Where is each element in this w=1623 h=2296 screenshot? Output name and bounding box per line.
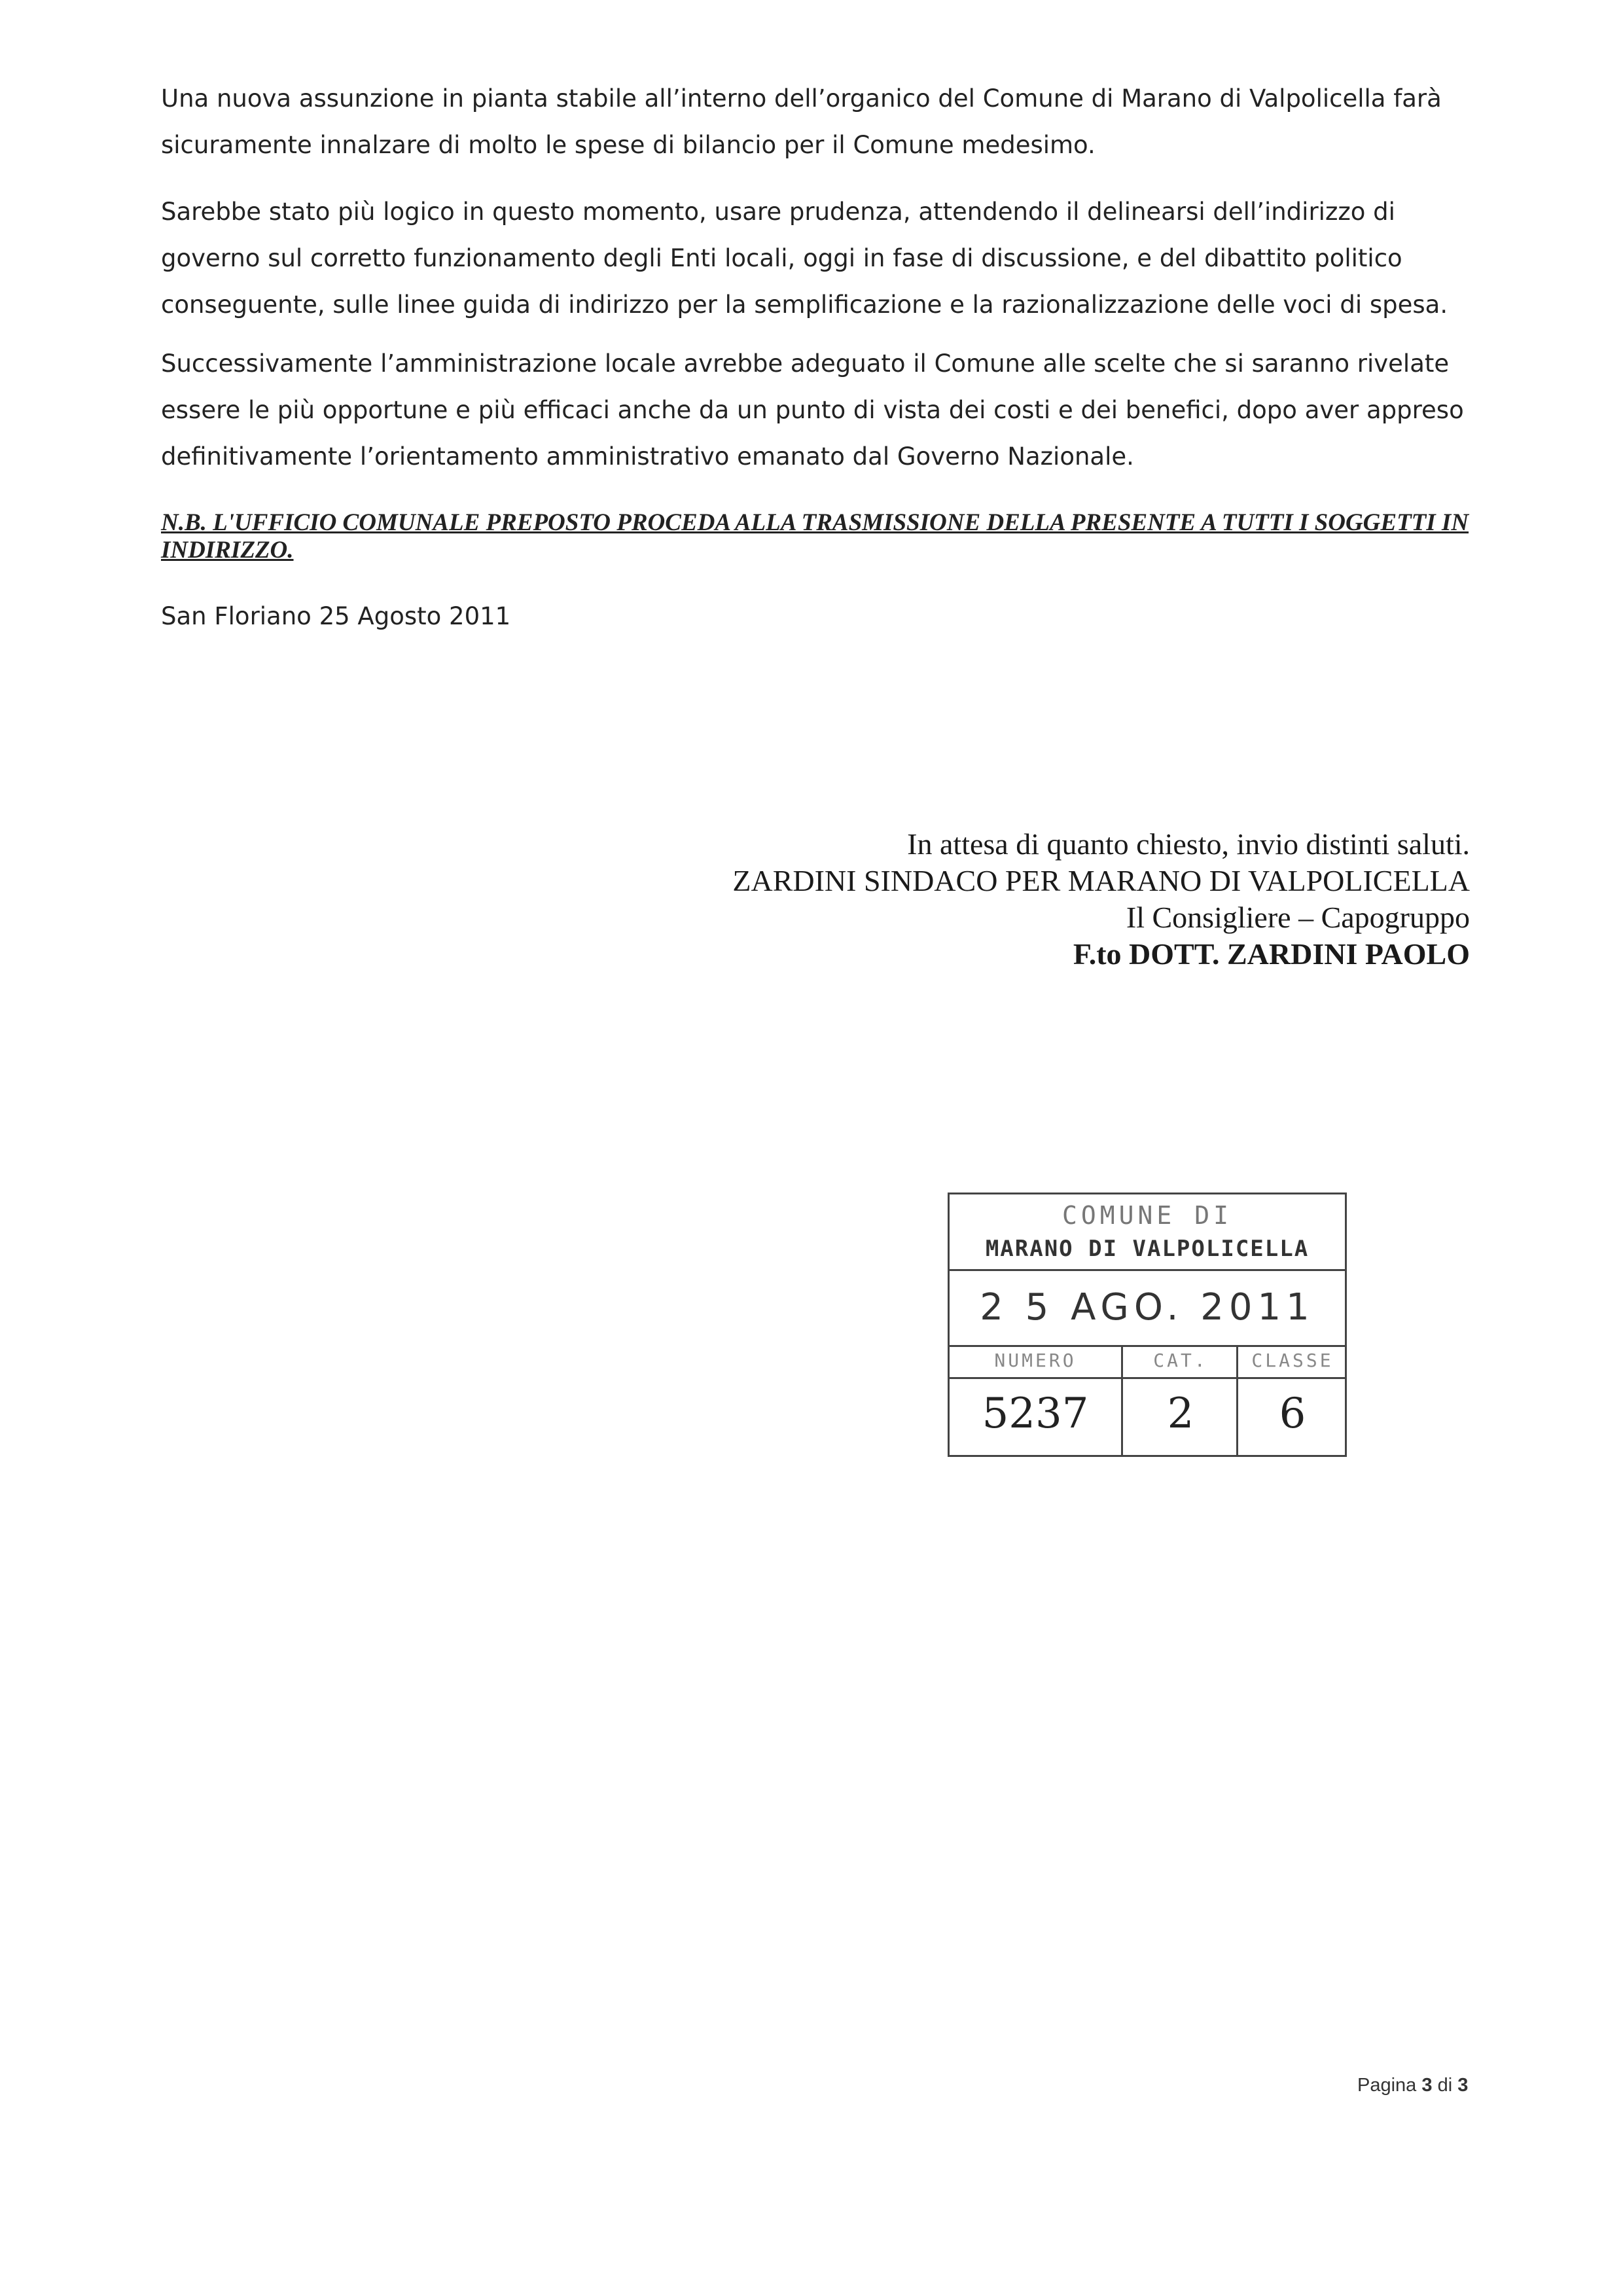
stamp-value-numero: 5237	[982, 1390, 1089, 1438]
protocol-stamp	[948, 1193, 1347, 1457]
stamp-line-1: COMUNE DI	[1062, 1201, 1232, 1230]
paragraph-1: Una nuova assunzione in pianta stabile all’interno dell’organico del Comune di Marano di Valpolicella farà sicuramente innalzare di molto le spese di bilancio per il Comune medesimo.	[161, 84, 1442, 159]
closing-line: In attesa di quanto chiesto, invio distinti saluti.	[907, 827, 1470, 861]
stamp-value-classe: 6	[1236, 1378, 1347, 1455]
page-word: Pagina	[1357, 2075, 1417, 2096]
stamp-header-cat: CAT.	[1121, 1345, 1238, 1379]
stamp-line-2: MARANO DI VALPOLICELLA	[950, 1229, 1345, 1271]
page-current: 3	[1421, 2075, 1433, 2096]
stamp-date: 2 5 AGO. 2011	[980, 1286, 1315, 1329]
signer-name: F.to DOTT. ZARDINI PAOLO	[1073, 937, 1470, 971]
stamp-header-classe: CLASSE	[1236, 1345, 1347, 1379]
paragraph-3: Successivamente l’amministrazione locale avrebbe adeguato il Comune alle scelte che si saranno rivelate essere le più opportune e più efficaci anche da un punto di vista dei costi e dei benefici, dopo aver appreso definitivamente l’orientamento amministrativo emanato dal Governo Nazionale.	[161, 350, 1464, 471]
page-number	[1357, 2075, 1468, 2096]
group-name: ZARDINI SINDACO PER MARANO DI VALPOLICELLA	[732, 864, 1470, 897]
paragraph-2: Sarebbe stato più logico in questo momento, usare prudenza, attendendo il delinearsi dell’indirizzo di governo sul corretto funzionamento degli Enti locali, oggi in fase di discussione, e del dibattito politico conseguente, sulle linee guida di indirizzo per la semplificazione e la razionalizzazione delle voci di spesa.	[161, 198, 1448, 319]
page-total: 3	[1457, 2075, 1469, 2096]
stamp-header-numero: NUMERO	[950, 1345, 1121, 1379]
signature-block	[732, 826, 1470, 973]
page-of: di	[1437, 2075, 1453, 2096]
nota-bene: N.B. L'UFFICIO COMUNALE PREPOSTO PROCEDA ALLA TRASMISSIONE DELLA PRESENTE A TUTTI I SOGGETTI IN INDIRIZZO.	[161, 509, 1469, 564]
signer-role: Il Consigliere – Capogruppo	[1126, 901, 1470, 934]
stamp-value-cat: 2	[1121, 1378, 1238, 1455]
place-date: San Floriano 25 Agosto 2011	[161, 602, 511, 630]
